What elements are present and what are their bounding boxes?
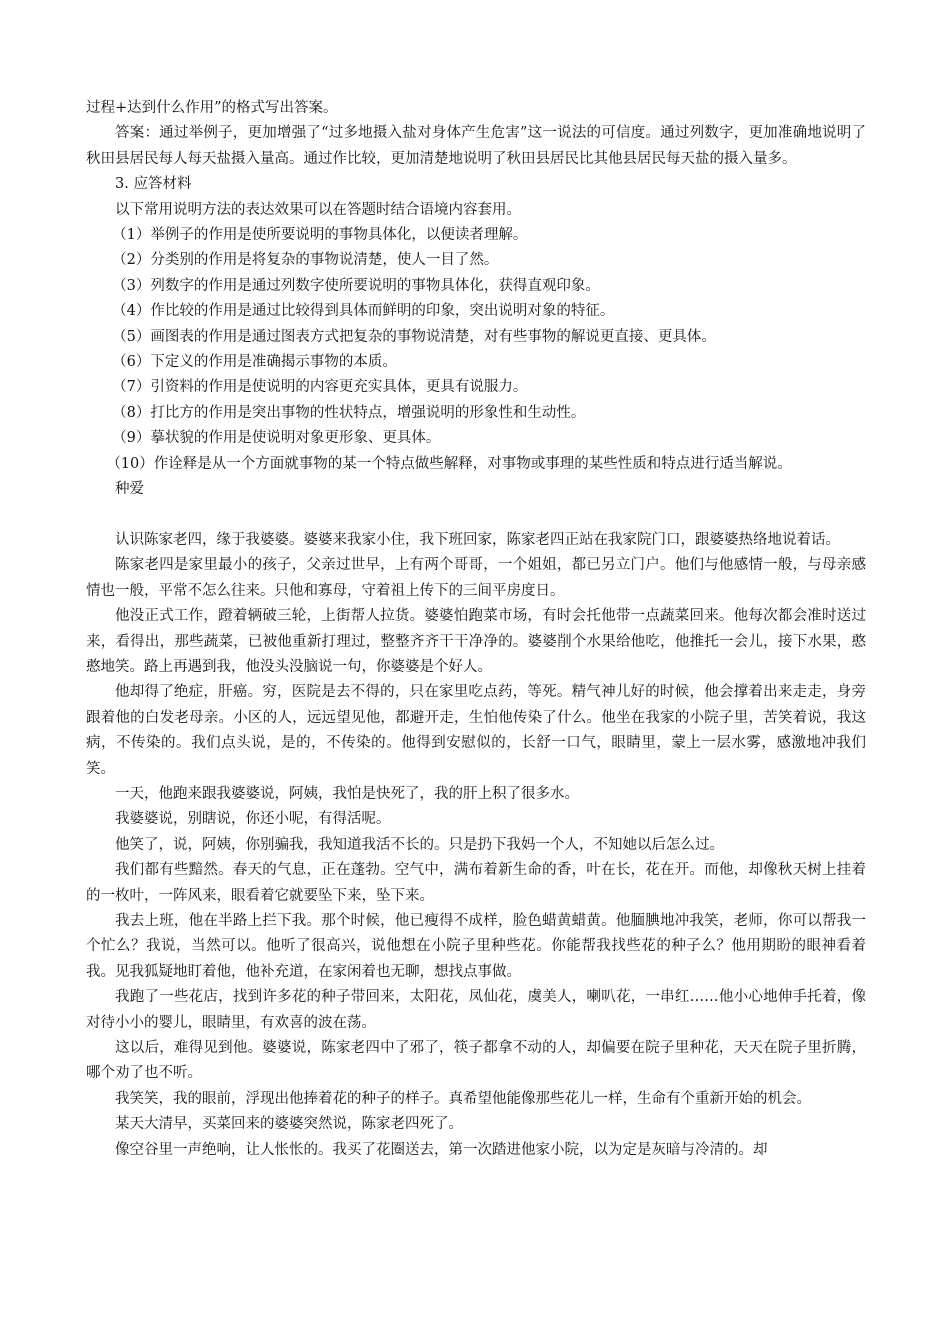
story-paragraph: 我笑笑，我的眼前，浮现出他捧着花的种子的样子。真希望他能像那些花儿一样，生命有个重新开始的机会。 <box>115 1090 811 1107</box>
story-paragraph: 我去上班，他在半路上拦下我。那个时候，他已瘦得不成样，脸色蜡黄蜡黄。他腼腆地冲我笑，老师，你可以帮我一个忙么？我说，当然可以。他听了很高兴，说他想在小院子里种些花。你能帮我找些花的种子么？他用期盼的眼神看着我。见我狐疑地盯着他，他补充道，在家闲着也无聊，想找点事做。 <box>86 912 866 980</box>
method-item: （2）分类别的作用是将复杂的事物说清楚，使人一目了然。 <box>112 252 499 269</box>
story-body <box>86 528 866 1163</box>
document-page <box>86 96 866 1163</box>
story-paragraph: 我跑了一些花店，找到许多花的种子带回来，太阳花，凤仙花，虞美人，喇叭花，一串红……他小心地伸手托着，像对待小小的婴儿，眼睛里，有欢喜的波在荡。 <box>86 989 866 1031</box>
section-intro: 以下常用说明方法的表达效果可以在答题时结合语境内容套用。 <box>115 201 521 218</box>
story-paragraph: 这以后，难得见到他。婆婆说，陈家老四中了邪了，筷子都拿不动的人，却偏要在院子里种花，天天在院子里折腾，哪个劝了也不听。 <box>86 1040 866 1082</box>
method-item: （6）下定义的作用是准确揭示事物的本质。 <box>112 354 397 371</box>
method-item: （8）打比方的作用是突出事物的性状特点，增强说明的形象性和生动性。 <box>112 404 586 421</box>
story-paragraph: 一天，他跑来跟我婆婆说，阿姨，我怕是快死了，我的肝上积了很多水。 <box>115 785 579 802</box>
method-item: （7）引资料的作用是使说明的内容更充实具体，更具有说服力。 <box>112 379 528 396</box>
method-item: （10）作诠释是从一个方面就事物的某一个特点做些解释，对事物或事理的某些性质和特点进行适当解说。 <box>106 455 792 472</box>
story-paragraph: 我婆婆说，别瞎说，你还小呢，有得活呢。 <box>115 811 391 828</box>
story-paragraph: 陈家老四是家里最小的孩子，父亲过世早，上有两个哥哥，一个姐姐，都已另立门户。他们与他感情一般，与母亲感情也一般，平常不怎么往来。只他和寡母，守着祖上传下的三间平房度日。 <box>86 557 866 599</box>
method-item: （5）画图表的作用是通过图表方式把复杂的事物说清楚，对有些事物的解说更直接、更具体。 <box>112 328 716 345</box>
blank-line <box>86 503 866 528</box>
method-item: （9）摹状貌的作用是使说明对象更形象、更具体。 <box>112 430 441 447</box>
story-paragraph: 他没正式工作，蹬着辆破三轮，上街帮人拉货。婆婆怕跑菜市场，有时会托他带一点蔬菜回来。他每次都会准时送过来，看得出，那些蔬菜，已被他重新打理过，整整齐齐干干净净的。婆婆削个水果给他吃，他推托一会儿，接下水果，憨憨地笑。路上再遇到我，他没头没脑说一句，你婆婆是个好人。 <box>86 608 866 675</box>
story-paragraph: 他笑了，说，阿姨，你别骗我，我知道我活不长的。只是扔下我妈一个人，不知她以后怎么过。 <box>115 836 724 853</box>
continuation-line: 过程+达到什么作用”的格式写出答案。 <box>86 100 338 116</box>
story-paragraph: 认识陈家老四，缘于我婆婆。婆婆来我家小住，我下班回家，陈家老四正站在我家院门口，跟婆婆热络地说着话。 <box>115 531 840 548</box>
method-item: （1）举例子的作用是使所要说明的事物具体化，以便读者理解。 <box>112 227 528 244</box>
method-item: （4）作比较的作用是通过比较得到具体而鲜明的印象，突出说明对象的特征。 <box>112 303 615 320</box>
story-paragraph: 他却得了绝症，肝癌。穷，医院是去不得的，只在家里吃点药，等死。精气神儿好的时候，他会撑着出来走走，身旁跟着他的白发老母亲。小区的人，远远望见他，都避开走，生怕他传染了什么。他坐在我家的小院子里，苦笑着说，我这病，不传染的。我们点头说，是的，不传染的。他得到安慰似的，长舒一口气，眼睛里，蒙上一层水雾，感激地冲我们笑。 <box>86 684 866 777</box>
section-heading: 3. 应答材料 <box>115 176 192 193</box>
methods-list <box>86 223 866 477</box>
story-paragraph: 我们都有些黯然。春天的气息，正在蓬勃。空气中，满布着新生命的香，叶在长，花在开。而他，却像秋天树上挂着的一枚叶，一阵风来，眼看着它就要坠下来，坠下来。 <box>86 862 866 904</box>
method-item: （3）列数字的作用是通过列数字使所要说明的事物具体化，获得直观印象。 <box>112 277 600 294</box>
answer-paragraph: 答案：通过举例子，更加增强了“过多地摄入盐对身体产生危害”这一说法的可信度。通过列数字，更加准确地说明了秋田县居民每人每天盐摄入量高。通过作比较，更加清楚地说明了秋田县居民比其他县居民每天盐的摄入量多。 <box>86 125 866 167</box>
story-paragraph: 像空谷里一声绝响，让人怅怅的。我买了花圈送去，第一次踏进他家小院，以为定是灰暗与冷清的。却 <box>115 1141 768 1158</box>
story-paragraph: 某天大清早，买菜回来的婆婆突然说，陈家老四死了。 <box>115 1116 463 1133</box>
story-title: 种爱 <box>115 481 144 498</box>
